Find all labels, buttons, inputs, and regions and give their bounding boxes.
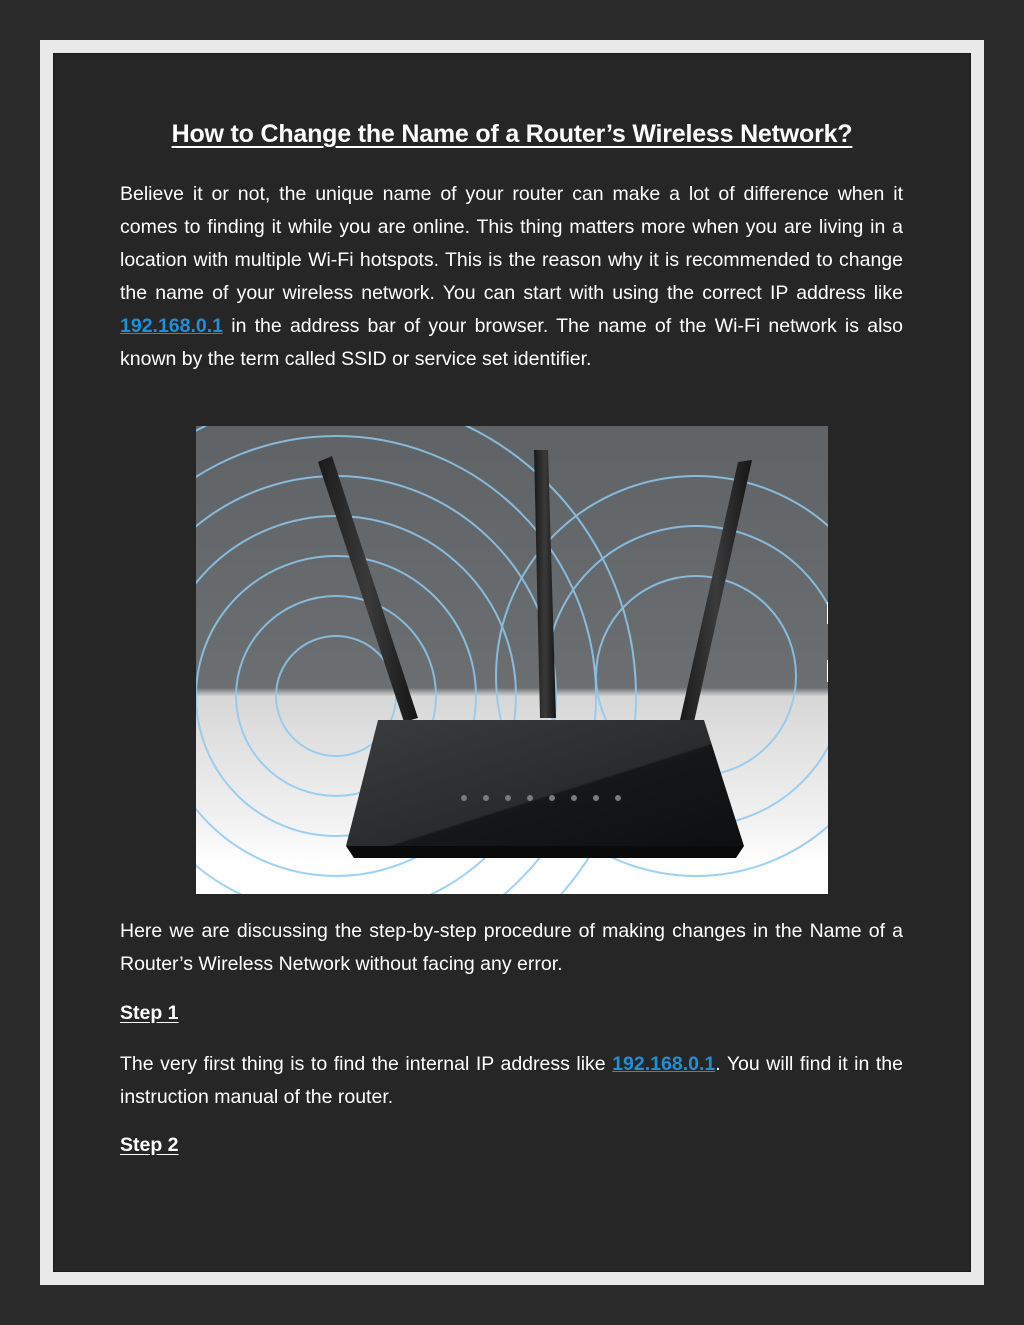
step-2-heading: Step 2 xyxy=(120,1134,179,1156)
intro-text-end: in the address bar of your browser. The name of the Wi-Fi network is also known by the term called SSID or service set identifier. xyxy=(120,315,903,370)
intro-text-start: Believe it or not, the unique name of your router can make a lot of difference when it comes to finding it while you are online. This thing matters more when you are living in a location with multiple Wi-Fi hotspots. This is the reason why it is recommended to change the name of your wireless network. You can start with using the correct IP address like xyxy=(120,183,903,304)
ip-address-link[interactable]: 192.168.0.1 xyxy=(120,315,224,337)
router-image xyxy=(196,426,828,894)
discussion-paragraph: Here we are discussing the step-by-step procedure of making changes in the Name of a Router’s Wireless Network without facing any error. xyxy=(120,920,903,975)
step-1-heading: Step 1 xyxy=(120,1002,179,1024)
step-1-ip-link[interactable]: 192.168.0.1 xyxy=(612,1053,716,1075)
step-1-paragraph xyxy=(120,1048,903,1114)
router-illustration xyxy=(196,426,828,894)
page-title: How to Change the Name of a Router’s Wireless Network? xyxy=(171,120,853,148)
intro-paragraph xyxy=(120,178,903,376)
step-1-text-end: . You will find it in the instruction manual of the router. xyxy=(120,1053,903,1108)
step-1-text-start: The very first thing is to find the internal IP address like xyxy=(120,1053,613,1075)
